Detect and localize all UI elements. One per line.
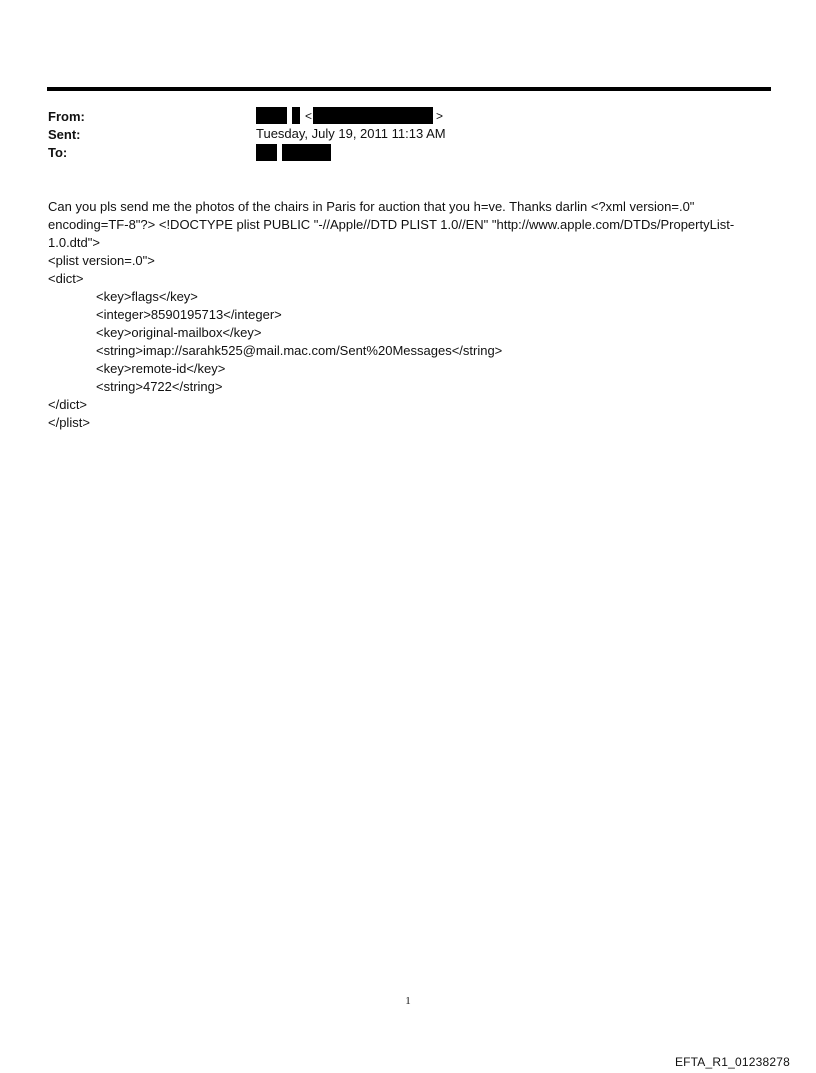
string-mailbox-line: <string>imap://sarahk525@mail.mac.com/Sent%20Messages</string> (96, 343, 503, 358)
integer-line: <integer>8590195713</integer> (96, 307, 282, 322)
key-mailbox-line: <key>original-mailbox</key> (96, 325, 262, 340)
key-remote-id-line: <key>remote-id</key> (96, 361, 226, 376)
from-email-redaction (313, 107, 433, 124)
dict-close-line: </dict> (48, 397, 88, 412)
to-label: To: (48, 145, 68, 160)
dict-open-line: <dict> (48, 271, 84, 286)
from-label: From: (48, 109, 85, 124)
document-id: EFTA_R1_01238278 (674, 1055, 790, 1069)
sent-label: Sent: (48, 127, 81, 142)
string-remote-id-line: <string>4722</string> (96, 379, 223, 394)
to-name-redaction (256, 144, 277, 161)
page-number: 1 (405, 995, 411, 1007)
key-flags-line: <key>flags</key> (96, 289, 198, 304)
plist-open-line: <plist version=.0"> (48, 253, 155, 268)
plist-close-line: </plist> (48, 415, 90, 430)
from-initial-redaction (292, 107, 300, 124)
from-name-redaction (256, 107, 287, 124)
message-body-paragraph: Can you pls send me the photos of the chairs in Paris for auction that you h=ve. Thanks darlin <?xml version=.0" encoding=TF-8"?> <!DOCTYPE plist PUBLIC "-//Apple//DTD PLIST 1.0//EN" "http://www.apple.com/DTDs/PropertyList-1.0.dtd"> (48, 199, 735, 250)
from-close-bracket: > (436, 109, 444, 123)
header-rule (47, 87, 771, 91)
from-open-bracket: < (305, 109, 313, 123)
to-surname-redaction (282, 144, 331, 161)
sent-date: Tuesday, July 19, 2011 11:13 AM (256, 126, 446, 141)
